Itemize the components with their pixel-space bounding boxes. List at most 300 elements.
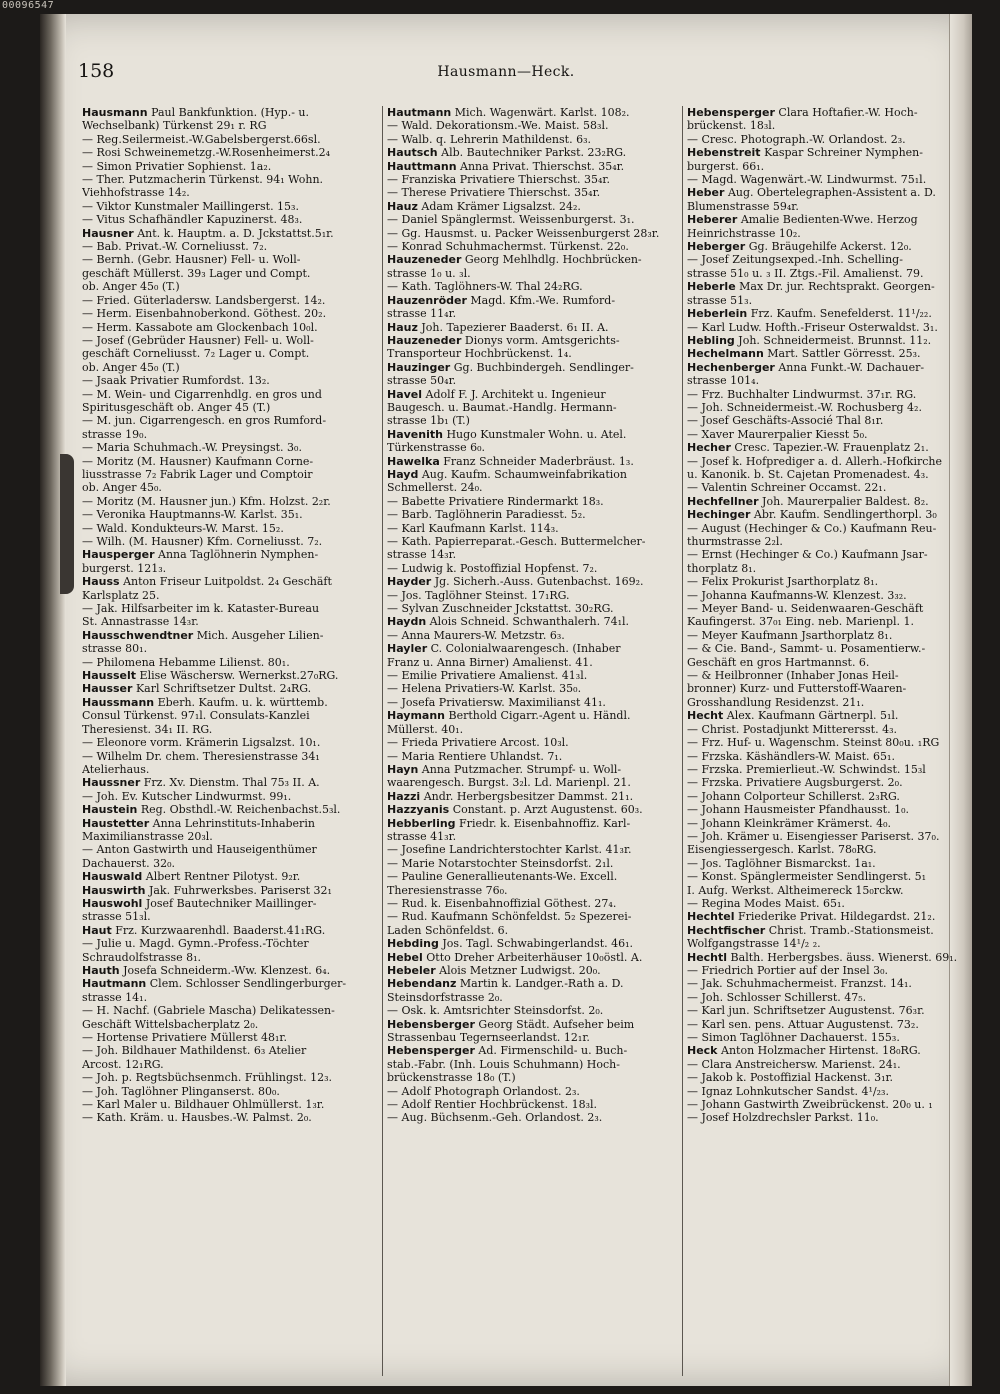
directory-entry [687, 790, 967, 803]
directory-entry [687, 817, 967, 830]
entry-text: — Moritz (M. Hausner jun.) Kfm. Holzst. 2₂r. [82, 494, 331, 508]
entry-text: — Rud. k. Eisenbahnoffizial Göthest. 27₄. [387, 896, 617, 910]
entry-text: Georg Mehlhdlg. Hochbrücken- [464, 253, 642, 267]
column-1 [82, 106, 372, 1376]
directory-entry [687, 615, 967, 628]
directory-entry [82, 562, 372, 575]
entry-surname: Hebling [687, 333, 735, 347]
directory-entry [687, 468, 967, 481]
entry-text: Friedr. k. Eisenbahnoffiz. Karl- [459, 816, 631, 830]
column-2 [382, 106, 677, 1376]
directory-entry [387, 321, 677, 334]
entry-text: — Kath. Taglöhners-W. Thal 24₂RG. [387, 280, 583, 294]
directory-entry [387, 455, 677, 468]
directory-entry [687, 991, 967, 1004]
entry-text: Abr. Kaufm. Sendlingerthorpl. 3₀ [753, 508, 937, 522]
entry-surname: Hautmann [82, 977, 147, 991]
directory-entry [687, 951, 967, 964]
directory-entry [687, 843, 967, 856]
entry-text: strasse 1₀ u. ₃l. [387, 266, 471, 280]
directory-entry [82, 642, 372, 655]
directory-entry [82, 200, 372, 213]
entry-surname: Hausner [82, 226, 134, 240]
directory-entry [82, 951, 372, 964]
directory-entry [687, 374, 967, 387]
directory-entry [82, 468, 372, 481]
directory-entry [387, 964, 677, 977]
entry-text: — Josef k. Hofprediger a. d. Allerh.-Hofkirche [687, 454, 942, 468]
directory-entry [687, 253, 967, 266]
directory-entry [82, 817, 372, 830]
directory-entry [687, 240, 967, 253]
entry-text: — Josef Zeitungsexped.-Inh. Schelling- [687, 253, 903, 267]
entry-text: Martin k. Landger.-Rath a. D. [459, 977, 624, 991]
entry-text: brückenst. 18₃l. [687, 119, 776, 133]
entry-text: Anna Lehrinstituts-Inhaberin [152, 816, 315, 830]
directory-entry [387, 173, 677, 186]
directory-entry [387, 884, 677, 897]
directory-entry [82, 267, 372, 280]
directory-entry [82, 119, 372, 132]
entry-text: — Julie u. Magd. Gymn.-Profess.-Töchter [82, 937, 309, 951]
entry-text: — August (Hechinger & Co.) Kaufmann Reu- [687, 521, 937, 535]
entry-text: Blumenstrasse 59₄r. [687, 199, 799, 213]
entry-text: — Karl jun. Schriftsetzer Augustenst. 76₃r. [687, 1004, 925, 1018]
directory-entry [687, 388, 967, 401]
entry-text: — Ernst (Hechinger & Co.) Kaufmann Jsar- [687, 548, 928, 562]
entry-text: — Joh. Krämer u. Eisengiesser Pariserst. 37₀. [687, 829, 940, 843]
entry-text: Schmellerst. 24₀. [387, 481, 483, 495]
entry-surname: Hauz [387, 320, 418, 334]
entry-text: Karl Schriftsetzer Dultst. 2₄RG. [135, 682, 312, 696]
directory-entry [687, 307, 967, 320]
entry-text: Gg. Buchbindergeh. Sendlinger- [453, 360, 634, 374]
directory-entry [387, 696, 677, 709]
directory-entry [387, 388, 677, 401]
entry-text: — H. Nachf. (Gabriele Mascha) Delikatessen- [82, 1004, 335, 1018]
directory-entry [387, 750, 677, 763]
entry-surname: Hauth [82, 964, 120, 977]
directory-entry [387, 240, 677, 253]
directory-entry [82, 374, 372, 387]
directory-entry [387, 522, 677, 535]
directory-entry [687, 830, 967, 843]
entry-text: — Joh. Schlosser Schillerst. 47₅. [687, 990, 867, 1004]
directory-entry [687, 589, 967, 602]
entry-text: Balth. Herbergsbes. äuss. Wienerst. 69₁. [730, 950, 958, 964]
entry-text: — Maria Schuhmach.-W. Preysingst. 3₀. [82, 441, 302, 455]
directory-entry [387, 1058, 677, 1071]
directory-entry [687, 173, 967, 186]
entry-text: Clara Hoftafier.-W. Hoch- [778, 106, 918, 119]
entry-text: Karlsplatz 25. [82, 588, 160, 602]
directory-entry [387, 1111, 677, 1124]
entry-text: — Reg.Seilermeist.-W.Gabelsbergerst.66sl. [82, 132, 321, 146]
entry-text: Clem. Schlosser Sendlingerburger- [149, 977, 347, 991]
entry-surname: Havenith [387, 427, 443, 441]
entry-surname: Heberger [687, 240, 746, 254]
entry-text: — Marie Notarstochter Steinsdorfst. 2₁l. [387, 856, 614, 870]
entry-text: Dachauerst. 32₀. [82, 856, 175, 870]
directory-entry [82, 414, 372, 427]
entry-text: Eberh. Kaufm. u. k. württemb. [157, 695, 328, 709]
entry-text: — Bab. Privat.-W. Corneliusst. 7₂. [82, 240, 268, 254]
entry-surname: Hecher [687, 441, 731, 455]
entry-text: Dionys vorm. Amtsgerichts- [464, 333, 620, 347]
entry-text: Anna Putzmacher. Strumpf- u. Woll- [421, 762, 622, 776]
entry-text: Frz. Kaufm. Senefelderst. 11¹/₂₂. [750, 307, 932, 321]
directory-entry [387, 213, 677, 226]
entry-text: — Jos. Taglöhner Bismarckst. 1a₁. [687, 856, 876, 870]
directory-entry [687, 750, 967, 763]
entry-text: Schraudolfstrasse 8₁. [82, 950, 202, 964]
directory-entry [387, 280, 677, 293]
entry-surname: Hauzinger [387, 360, 451, 374]
entry-surname: Hechinger [687, 508, 751, 522]
entry-text: — Frzska. Käshändlers-W. Maist. 65₁. [687, 749, 895, 763]
entry-text: Reg. Obsthdl.-W. Reichenbachst.5₃l. [140, 803, 341, 817]
entry-text: Ant. k. Hauptm. a. D. Jckstattst.5₁r. [137, 226, 334, 240]
entry-text: — Simon Privatier Sophienst. 1a₂. [82, 159, 272, 173]
directory-entry [687, 1031, 967, 1044]
scan-id-label: 00096547 [2, 0, 55, 11]
directory-entry [387, 374, 677, 387]
directory-entry [687, 455, 967, 468]
entry-text: Elise Wäschersw. Wernerkst.27₀RG. [139, 669, 339, 683]
directory-entry [687, 937, 967, 950]
entry-surname: Hechfellner [687, 494, 759, 508]
entry-text: Laden Schönfeldst. 6. [387, 923, 509, 937]
directory-entry [387, 977, 677, 990]
entry-text: — Therese Privatiere Thierschst. 35₄r. [387, 186, 601, 200]
entry-surname: Hayn [387, 762, 419, 776]
entry-text: — Joh. Bildhauer Mathildenst. 6₃ Atelier [82, 1044, 307, 1058]
directory-entry [82, 589, 372, 602]
entry-surname: Hebenstreit [687, 146, 761, 160]
entry-surname: Hazzi [387, 789, 421, 803]
directory-entry [687, 321, 967, 334]
directory-entry [387, 575, 677, 588]
entry-text: Jak. Fuhrwerksbes. Pariserst 32₁ [148, 883, 332, 897]
directory-entry [82, 870, 372, 883]
entry-text: Baugesch. u. Baumat.-Handlg. Hermann- [387, 400, 617, 414]
entry-text: Geschäft Wittelsbacherplatz 2₀. [82, 1017, 259, 1031]
directory-entry [687, 334, 967, 347]
entry-text: — Josefine Landrichterstochter Karlst. 41₃r. [387, 843, 632, 857]
entry-text: — Joh. Schneidermeist.-W. Rochusberg 4₂. [687, 400, 922, 414]
directory-entry [687, 146, 967, 159]
directory-entry [387, 468, 677, 481]
entry-text: Aug. Obertelegraphen-Assistent a. D. [727, 186, 936, 200]
entry-text: — Walb. q. Lehrerin Mathildenst. 6₃. [387, 132, 591, 146]
entry-surname: Hebensberger [387, 1017, 475, 1031]
directory-entry [82, 669, 372, 682]
directory-entry [387, 428, 677, 441]
directory-entry [387, 146, 677, 159]
entry-text: Mich. Ausgeher Lilien- [196, 628, 324, 642]
directory-entry [82, 294, 372, 307]
entry-surname: Heber [687, 186, 725, 200]
entry-text: Theresienstrasse 76₀. [387, 883, 508, 897]
directory-entry [687, 857, 967, 870]
directory-entry [687, 776, 967, 789]
entry-text: — Karl Kaufmann Karlst. 114₃. [387, 521, 559, 535]
entry-text: — Konst. Spänglermeister Sendlingerst. 5₁ [687, 870, 927, 884]
directory-entry [387, 723, 677, 736]
directory-entry [387, 361, 677, 374]
directory-entry [82, 803, 372, 816]
directory-entry [387, 1071, 677, 1084]
entry-text: — Joh. p. Regtsbüchsenmch. Frühlingst. 12₃. [82, 1071, 333, 1085]
entry-text: — Osk. k. Amtsrichter Steinsdorfst. 2₀. [387, 1004, 604, 1018]
directory-entry [387, 186, 677, 199]
entry-text: — M. Wein- und Cigarrenhdlg. en gros und [82, 387, 322, 401]
entry-text: Anna Taglöhnerin Nymphen- [158, 548, 319, 562]
entry-surname: Hauzeneder [387, 253, 462, 267]
directory-entry [387, 937, 677, 950]
directory-entry [687, 924, 967, 937]
entry-text: — Aug. Büchsenm.-Geh. Orlandost. 2₃. [387, 1111, 603, 1125]
directory-entry [387, 602, 677, 615]
directory-entry [82, 964, 372, 977]
running-head: Hausmann—Heck. [437, 64, 575, 80]
entry-text: — Konrad Schuhmachermst. Türkenst. 22₀. [387, 240, 629, 254]
directory-entry [687, 133, 967, 146]
entry-text: — Adolf Photograph Orlandost. 2₃. [387, 1084, 580, 1098]
directory-entry [82, 455, 372, 468]
entry-text: Josef Bautechniker Maillinger- [145, 896, 317, 910]
directory-entry [387, 481, 677, 494]
directory-entry [687, 200, 967, 213]
entry-text: — Kath. Papierreparat.-Gesch. Buttermelcher- [387, 535, 646, 548]
directory-entry [387, 1018, 677, 1031]
entry-text: — Herm. Kassabote am Glockenbach 10₀l. [82, 320, 318, 334]
entry-text: — Maria Rentiere Uhlandst. 7₁. [387, 749, 563, 763]
entry-text: Andr. Herbergsbesitzer Dammst. 21₁. [423, 789, 634, 803]
entry-surname: Hechtfischer [687, 923, 766, 937]
directory-entry [387, 897, 677, 910]
entry-text: — Gg. Hausmst. u. Packer Weissenburgerst 28₃r. [387, 226, 660, 240]
entry-text: Consul Türkenst. 97₁l. Consulats-Kanzlei [82, 709, 310, 723]
directory-entry [687, 1004, 967, 1017]
entry-text: — Clara Anstreichersw. Marienst. 24₁. [687, 1057, 901, 1071]
entry-text: Hugo Kunstmaler Wohn. u. Atel. [446, 427, 627, 441]
entry-text: Alois Schneid. Schwanthalerh. 74₁l. [429, 615, 630, 629]
directory-entry [387, 656, 677, 669]
entry-text: — Friedrich Portier auf der Insel 3₀. [687, 964, 889, 977]
directory-entry [82, 763, 372, 776]
directory-entry [387, 307, 677, 320]
directory-entry [387, 227, 677, 240]
directory-entry [82, 334, 372, 347]
directory-entry [687, 870, 967, 883]
directory-entry [82, 146, 372, 159]
entry-text: Alb. Bautechniker Parkst. 23₂RG. [441, 146, 627, 160]
directory-entry [82, 736, 372, 749]
entry-text: Viehhofstrasse 14₂. [82, 186, 190, 200]
directory-entry [387, 736, 677, 749]
entry-text: Albert Rentner Pilotyst. 9₂r. [145, 870, 301, 884]
entry-surname: Haustein [82, 803, 138, 817]
entry-text: — Eleonore vorm. Krämerin Ligsalzst. 10₁. [82, 736, 321, 750]
directory-entry [387, 682, 677, 695]
entry-text: — Johann Kleinkrämer Krämerst. 4₀. [687, 816, 892, 830]
entry-text: — Josef Geschäfts-Associé Thal 8₁r. [687, 414, 884, 428]
directory-entry [387, 843, 677, 856]
entry-text: — Meyer Kaufmann Jsarthorplatz 8₁. [687, 628, 893, 642]
entry-text: burgerst. 66₁. [687, 159, 765, 173]
entry-text: waarengesch. Burgst. 3₂l. Ld. Marienpl. 21. [387, 776, 631, 790]
directory-entry [82, 857, 372, 870]
directory-entry [687, 535, 967, 548]
directory-entry [82, 1098, 372, 1111]
entry-text: — Frz. Huf- u. Wagenschm. Steinst 80₀u. ₁RG [687, 736, 940, 750]
directory-entry [387, 414, 677, 427]
directory-entry [687, 977, 967, 990]
directory-entry [687, 723, 967, 736]
entry-text: — Karl sen. pens. Attuar Augustenst. 73₂. [687, 1017, 919, 1031]
entry-text: u. Kanonik. b. St. Cajetan Promenadest. 4₃. [687, 467, 929, 481]
entry-text: I. Aufg. Werkst. Altheimereck 15₀rckw. [687, 883, 904, 897]
entry-text: — M. jun. Cigarrengesch. en gros Rumford- [82, 414, 327, 428]
directory-entry [687, 763, 967, 776]
directory-entry [687, 696, 967, 709]
entry-surname: Hechtl [687, 950, 728, 964]
entry-text: Josefa Schneiderm.-Ww. Klenzest. 6₄. [123, 964, 331, 977]
entry-surname: Heberle [687, 280, 736, 294]
entry-text: Magd. Kfm.-We. Rumford- [470, 293, 616, 307]
directory-entry [687, 656, 967, 669]
entry-text: — Simon Taglöhner Dachauerst. 155₃. [687, 1031, 900, 1045]
entry-text: Mich. Wagenwärt. Karlst. 108₂. [454, 106, 630, 119]
directory-entry [82, 173, 372, 186]
entry-text: strasse 19₀. [82, 427, 148, 441]
directory-entry [387, 615, 677, 628]
directory-entry [687, 562, 967, 575]
directory-entry [82, 548, 372, 561]
entry-text: Spiritusgeschäft ob. Anger 45 (T.) [82, 400, 271, 414]
directory-entry [387, 709, 677, 722]
entry-text: Anton Holzmacher Hirtenst. 18₀RG. [721, 1044, 921, 1058]
entry-text: — Cresc. Photograph.-W. Orlandost. 2₃. [687, 132, 906, 146]
directory-entry [82, 106, 372, 119]
directory-entry [387, 991, 677, 1004]
directory-entry [687, 1018, 967, 1031]
directory-entry [82, 709, 372, 722]
entry-text: Maximilianstrasse 20₃l. [82, 829, 213, 843]
entry-text: — Sylvan Zuschneider Jckstattst. 30₂RG. [387, 602, 614, 616]
entry-surname: Hechelmann [687, 347, 764, 361]
entry-text: — & Cie. Band-, Sammt- u. Posamentierw.- [687, 642, 926, 656]
entry-text: — Xaver Maurerpalier Kiesst 5₀. [687, 427, 868, 441]
directory-entry [387, 803, 677, 816]
entry-text: Heinrichstrasse 10₂. [687, 226, 801, 240]
entry-text: Joh. Tapezierer Baaderst. 6₁ II. A. [421, 320, 609, 334]
entry-text: — Meyer Band- u. Seidenwaaren-Geschäft [687, 602, 924, 616]
directory-entry [82, 186, 372, 199]
entry-surname: Hausschwendtner [82, 628, 194, 642]
directory-entry [387, 924, 677, 937]
entry-text: thorplatz 8₁. [687, 561, 757, 575]
entry-surname: Hauswald [82, 870, 143, 884]
directory-entry [387, 1044, 677, 1057]
directory-entry [687, 401, 967, 414]
entry-text: liusstrasse 7₂ Fabrik Lager und Comptoir [82, 467, 313, 481]
directory-entry [687, 508, 967, 521]
entry-surname: Haussmann [82, 695, 155, 709]
directory-entry [82, 495, 372, 508]
directory-entry [687, 709, 967, 722]
directory-entry [687, 669, 967, 682]
entry-text: — Wald. Kondukteurs-W. Marst. 15₂. [82, 521, 284, 535]
entry-text: Jg. Sicherh.-Auss. Gutenbachst. 169₂. [434, 575, 644, 589]
entry-text: — Johann Gastwirth Zweibrückenst. 20₀ u. ₁ [687, 1098, 933, 1112]
entry-text: — Johann Hausmeister Pfandhausst. 1₀. [687, 803, 909, 817]
directory-entry [82, 280, 372, 293]
entry-text: — Babette Privatiere Rindermarkt 18₃. [387, 494, 604, 508]
entry-text: thurmstrasse 2₂l. [687, 535, 783, 548]
directory-entry [687, 548, 967, 561]
entry-text: — Emilie Privatiere Amalienst. 41₃l. [387, 669, 588, 683]
entry-text: Paul Bankfunktion. (Hyp.- u. [151, 106, 309, 119]
entry-text: Aug. Kaufm. Schaumweinfabrikation [421, 467, 627, 481]
entry-text: Strassenbau Tegernseerlandst. 12₁r. [387, 1031, 590, 1045]
entry-text: bronner) Kurz- und Futterstoff-Waaren- [687, 682, 907, 696]
entry-text: — Karl Maler u. Bildhauer Ohlmüllerst. 1₃r. [82, 1098, 325, 1112]
directory-entry [387, 790, 677, 803]
directory-entry [82, 776, 372, 789]
entry-text: — Kath. Kräm. u. Hausbes.-W. Palmst. 2₀. [82, 1111, 312, 1125]
directory-entry [82, 1111, 372, 1124]
directory-entry [82, 602, 372, 615]
directory-entry [687, 897, 967, 910]
directory-entry [687, 1044, 967, 1057]
entry-text: — Moritz (M. Hausner) Kaufmann Corne- [82, 454, 314, 468]
entry-text: Frz. Xv. Dienstm. Thal 75₃ II. A. [143, 776, 320, 790]
directory-entry [82, 481, 372, 494]
entry-surname: Hazzyanis [387, 803, 450, 817]
entry-surname: Hausmann [82, 106, 148, 119]
entry-text: — Magd. Wagenwärt.-W. Lindwurmst. 75₁l. [687, 173, 927, 187]
directory-entry [387, 562, 677, 575]
directory-entry [387, 535, 677, 548]
directory-entry [687, 119, 967, 132]
entry-text: — Frz. Buchhalter Lindwurmst. 37₁r. RG. [687, 387, 917, 401]
entry-text: Frz. Kurzwaarenhdl. Baaderst.41₁RG. [115, 923, 326, 937]
entry-text: geschäft Müllerst. 39₃ Lager und Compt. [82, 266, 311, 280]
entry-text: — Adolf Rentier Hochbrückenst. 18₃l. [387, 1098, 598, 1112]
directory-entry [687, 186, 967, 199]
entry-text: brückenstrasse 18₀ (T.) [387, 1071, 516, 1085]
directory-entry [387, 642, 677, 655]
entry-text: Wolfgangstrasse 14¹/₂ ₂. [687, 937, 821, 951]
entry-text: Alois Metzner Ludwigst. 20₀. [439, 964, 601, 977]
directory-entry [82, 1018, 372, 1031]
directory-entry [82, 615, 372, 628]
entry-text: — Viktor Kunstmaler Maillingerst. 15₃. [82, 199, 299, 213]
directory-entry [687, 227, 967, 240]
entry-text: Otto Dreher Arbeiterhäuser 10₀östl. A. [426, 950, 643, 964]
entry-text: Eisengiessergesch. Karlst. 78₀RG. [687, 843, 877, 857]
directory-entry [387, 830, 677, 843]
entry-text: Grosshandlung Residenzst. 21₁. [687, 695, 865, 709]
entry-text: — Frzska. Privatiere Augsburgerst. 2₀. [687, 776, 903, 790]
entry-surname: Hebberling [387, 816, 456, 830]
entry-text: — Vitus Schafhändler Kapuzinerst. 48₃. [82, 213, 303, 227]
entry-text: Berthold Cigarr.-Agent u. Händl. [448, 709, 631, 723]
directory-entry [82, 682, 372, 695]
directory-entry [82, 535, 372, 548]
